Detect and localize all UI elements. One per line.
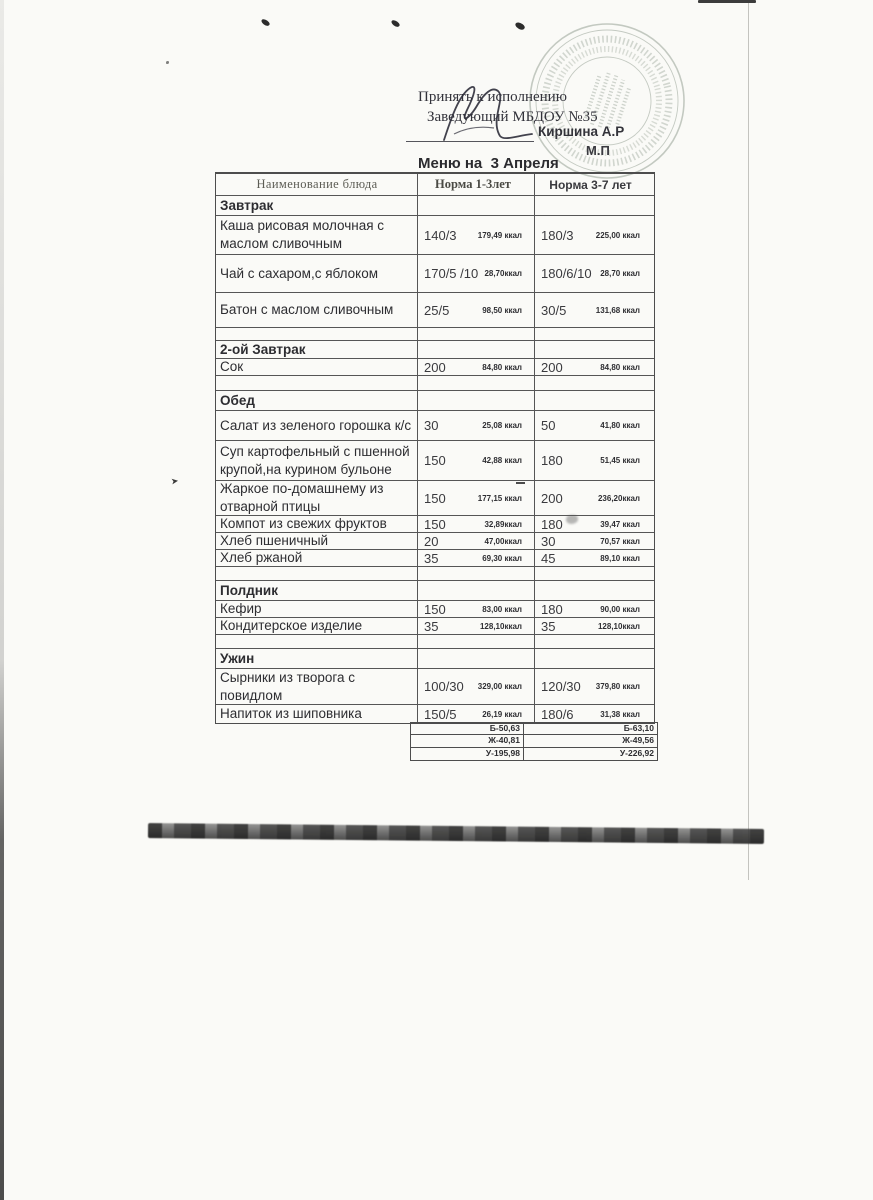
dish-name-cell — [216, 635, 418, 648]
totals-row — [410, 735, 658, 748]
approval-line: Принять к исполнению — [418, 89, 567, 105]
portion-value: 30/5 — [541, 302, 567, 318]
table-row — [216, 516, 654, 533]
table-row — [216, 359, 654, 376]
norm-3-7-cell — [535, 391, 652, 410]
principal-line: Заведующий МБДОУ №35 — [427, 109, 598, 125]
table-row — [216, 411, 654, 441]
norm-3-7-cell — [535, 581, 652, 600]
norm-3-7-cell — [535, 341, 652, 358]
dish-name-cell: Кондитерское изделие — [216, 618, 418, 634]
norm-1-3-cell — [418, 255, 535, 292]
norm-3-7-cell — [535, 601, 652, 617]
norm-1-3-cell — [418, 481, 535, 515]
total-1-3: У-195,98 — [411, 748, 524, 760]
table-row — [216, 216, 654, 255]
portion-value: 180/3 — [541, 227, 574, 243]
table-row — [216, 441, 654, 481]
dish-name-cell — [216, 567, 418, 580]
norm-3-7-cell — [535, 328, 652, 340]
portion-value: 180 — [541, 453, 563, 468]
dish-name-cell — [216, 376, 418, 390]
norm-1-3-cell — [418, 618, 535, 634]
norm-1-3-cell — [418, 635, 535, 648]
table-section-row — [216, 391, 654, 411]
dish-name-cell: Батон с маслом сливочным — [216, 293, 418, 327]
dish-name-cell: Салат из зеленого горошка к/с — [216, 411, 418, 440]
dish-name-cell: Обед — [216, 391, 418, 410]
kcal-value: 51,45 ккал — [600, 456, 640, 465]
portion-value: 25/5 — [424, 302, 450, 318]
norm-1-3-cell — [418, 550, 535, 566]
norm-3-7-cell — [535, 196, 652, 215]
dish-name-cell — [216, 328, 418, 340]
kcal-value: 26,19 ккал — [482, 709, 522, 719]
kcal-value: 32,89ккал — [484, 519, 522, 529]
kcal-value: 379,80 ккал — [595, 682, 640, 691]
portion-value: 180 — [541, 516, 563, 532]
dish-name-cell: Хлеб пшеничный — [216, 533, 418, 549]
scan-fold-band — [148, 823, 764, 844]
table-row — [216, 618, 654, 635]
dish-name-cell: Завтрак — [216, 196, 418, 215]
norm-3-7-cell — [535, 649, 652, 668]
table-row — [216, 255, 654, 293]
kcal-value: 83,00 ккал — [482, 604, 522, 614]
portion-value: 170/5 /10 — [424, 266, 479, 281]
menu-table — [215, 172, 655, 724]
norm-3-7-cell — [535, 481, 652, 515]
dish-name-cell: Чай с сахаром,с яблоком — [216, 255, 418, 292]
portion-value: 200 — [424, 359, 446, 375]
table-spacer-row — [216, 635, 654, 649]
kcal-value: 179,49 ккал — [477, 230, 522, 240]
kcal-value: 236,20ккал — [597, 493, 640, 503]
portion-value: 120/30 — [541, 679, 581, 694]
norm-1-3-cell — [418, 601, 535, 617]
table-section-row — [216, 341, 654, 359]
norm-3-7-cell — [535, 376, 652, 390]
kcal-value: 329,00 ккал — [477, 682, 522, 691]
portion-value: 35 — [541, 618, 556, 634]
norm-1-3-cell — [418, 533, 535, 549]
norm-1-3-cell — [418, 359, 535, 375]
norm-1-3-cell — [418, 411, 535, 440]
norm-3-7-cell — [535, 359, 652, 375]
table-row — [216, 669, 654, 705]
portion-value: 50 — [541, 418, 556, 433]
norm-1-3-cell — [418, 196, 535, 215]
ink-speck — [166, 61, 169, 64]
dish-name-cell: Полдник — [216, 581, 418, 600]
norm-1-3-cell — [418, 328, 535, 340]
portion-value: 45 — [541, 550, 556, 566]
portion-value: 180/6 — [541, 706, 574, 722]
dish-name-cell: Кефир — [216, 601, 418, 617]
norm-1-3-cell — [418, 441, 535, 480]
table-row — [216, 705, 654, 723]
portion-value: 180/6/10 — [541, 266, 592, 281]
portion-value: 180 — [541, 601, 563, 617]
norm-3-7-cell — [535, 635, 652, 648]
table-spacer-row — [216, 328, 654, 341]
norm-1-3-cell — [418, 293, 535, 327]
norm-1-3-cell — [418, 341, 535, 358]
kcal-value: 42,88 ккал — [482, 456, 522, 465]
ink-speck — [390, 19, 400, 28]
dish-name-cell: 2-ой Завтрак — [216, 341, 418, 358]
norm-3-7-cell — [535, 441, 652, 480]
menu-title: Меню на 3 Апреля — [418, 155, 559, 172]
kcal-value: 28,70 ккал — [600, 269, 640, 278]
ink-speck — [260, 18, 270, 27]
table-row — [216, 481, 654, 516]
signature-underline — [406, 141, 534, 142]
margin-mark: ➤ — [170, 476, 180, 488]
header-norm-3-7: Норма 3-7 лет — [549, 177, 632, 192]
header-dish-name: Наименование блюда — [216, 174, 418, 195]
norm-3-7-cell — [535, 618, 652, 634]
table-section-row — [216, 649, 654, 669]
portion-value: 140/3 — [424, 227, 457, 243]
norm-1-3-cell — [418, 216, 535, 254]
kcal-value: 28,70ккал — [484, 269, 522, 278]
portion-value: 200 — [541, 359, 563, 375]
signer-name: Киршина А.Р — [538, 124, 625, 139]
kcal-value: 128,10ккал — [597, 621, 640, 631]
total-3-7: У-226,92 — [619, 748, 654, 758]
kcal-value: 47,00ккал — [484, 536, 522, 546]
total-1-3: Б-50,63 — [411, 723, 524, 734]
kcal-value: 41,80 ккал — [600, 421, 640, 430]
norm-3-7-cell — [535, 550, 652, 566]
portion-value: 20 — [424, 533, 439, 549]
kcal-value: 84,80 ккал — [600, 362, 640, 372]
ink-speck — [514, 21, 526, 32]
norm-1-3-cell — [418, 705, 535, 723]
portion-value: 150/5 — [424, 706, 457, 722]
kcal-value: 89,10 ккал — [600, 553, 640, 563]
norm-1-3-cell — [418, 391, 535, 410]
table-row — [216, 293, 654, 328]
scan-top-mark — [698, 0, 756, 3]
norm-3-7-cell — [535, 533, 652, 549]
norm-3-7-cell — [535, 669, 652, 704]
total-3-7: Б-63,10 — [623, 723, 654, 733]
norm-3-7-cell — [535, 293, 652, 327]
norm-3-7-cell — [535, 411, 652, 440]
portion-value: 150 — [424, 516, 446, 532]
kcal-value: 39,47 ккал — [600, 519, 640, 529]
scan-left-edge — [0, 0, 4, 1200]
norm-1-3-cell — [418, 669, 535, 704]
table-section-row — [216, 581, 654, 601]
portion-value: 150 — [424, 490, 446, 506]
portion-value: 30 — [424, 418, 439, 433]
portion-value: 35 — [424, 550, 439, 566]
table-row — [216, 550, 654, 567]
kcal-value: 25,08 ккал — [482, 421, 522, 430]
norm-1-3-cell — [418, 376, 535, 390]
portion-value: 35 — [424, 618, 439, 634]
dish-name-cell: Каша рисовая молочная с маслом сливочным — [216, 216, 418, 254]
dish-name-cell: Ужин — [216, 649, 418, 668]
dish-name-cell: Сок — [216, 359, 418, 375]
norm-3-7-cell — [535, 516, 652, 532]
total-3-7: Ж-49,56 — [622, 735, 654, 745]
table-spacer-row — [216, 376, 654, 391]
kcal-value: 90,00 ккал — [600, 604, 640, 614]
kcal-value: 128,10ккал — [479, 621, 522, 631]
norm-1-3-cell — [418, 516, 535, 532]
portion-value: 150 — [424, 601, 446, 617]
totals-row — [410, 748, 658, 761]
table-row — [216, 533, 654, 550]
totals-row — [410, 722, 658, 735]
dish-name-cell: Компот из свежих фруктов — [216, 516, 418, 532]
kcal-value: 84,80 ккал — [482, 362, 522, 372]
norm-1-3-cell — [418, 567, 535, 580]
kcal-value: 177,15 ккал — [477, 493, 522, 503]
table-spacer-row — [216, 567, 654, 581]
kcal-value: 98,50 ккал — [482, 305, 522, 315]
portion-value: 100/30 — [424, 679, 464, 694]
portion-value: 200 — [541, 490, 563, 506]
kcal-value: 70,57 ккал — [600, 536, 640, 546]
kcal-value: 31,38 ккал — [600, 709, 640, 719]
norm-3-7-cell — [535, 216, 652, 254]
kcal-value: 131,68 ккал — [595, 305, 640, 315]
total-1-3: Ж-40,81 — [411, 735, 524, 747]
norm-3-7-cell — [535, 705, 652, 723]
dish-name-cell: Суп картофельный с пшенной крупой,на курином бульоне — [216, 441, 418, 480]
nutrition-totals — [410, 722, 658, 761]
kcal-value: 225,00 ккал — [595, 230, 640, 240]
dish-name-cell: Сырники из творога с повидлом — [216, 669, 418, 704]
norm-1-3-cell — [418, 649, 535, 668]
kcal-value: 69,30 ккал — [482, 553, 522, 563]
paper-edge-line — [748, 2, 749, 880]
portion-value: 30 — [541, 533, 556, 549]
portion-value: 150 — [424, 453, 446, 468]
header-norm-1-3: Норма 1-3лет — [418, 174, 535, 195]
norm-3-7-cell — [535, 567, 652, 580]
dish-name-cell: Хлеб ржаной — [216, 550, 418, 566]
norm-3-7-cell — [535, 255, 652, 292]
dish-name-cell: Напиток из шиповника — [216, 705, 418, 723]
table-header-row — [216, 174, 654, 196]
dish-name-cell: Жаркое по-домашнему из отварной птицы — [216, 481, 418, 515]
stamp-place-mark: М.П — [586, 143, 610, 158]
table-section-row — [216, 196, 654, 216]
table-row — [216, 601, 654, 618]
norm-1-3-cell — [418, 581, 535, 600]
